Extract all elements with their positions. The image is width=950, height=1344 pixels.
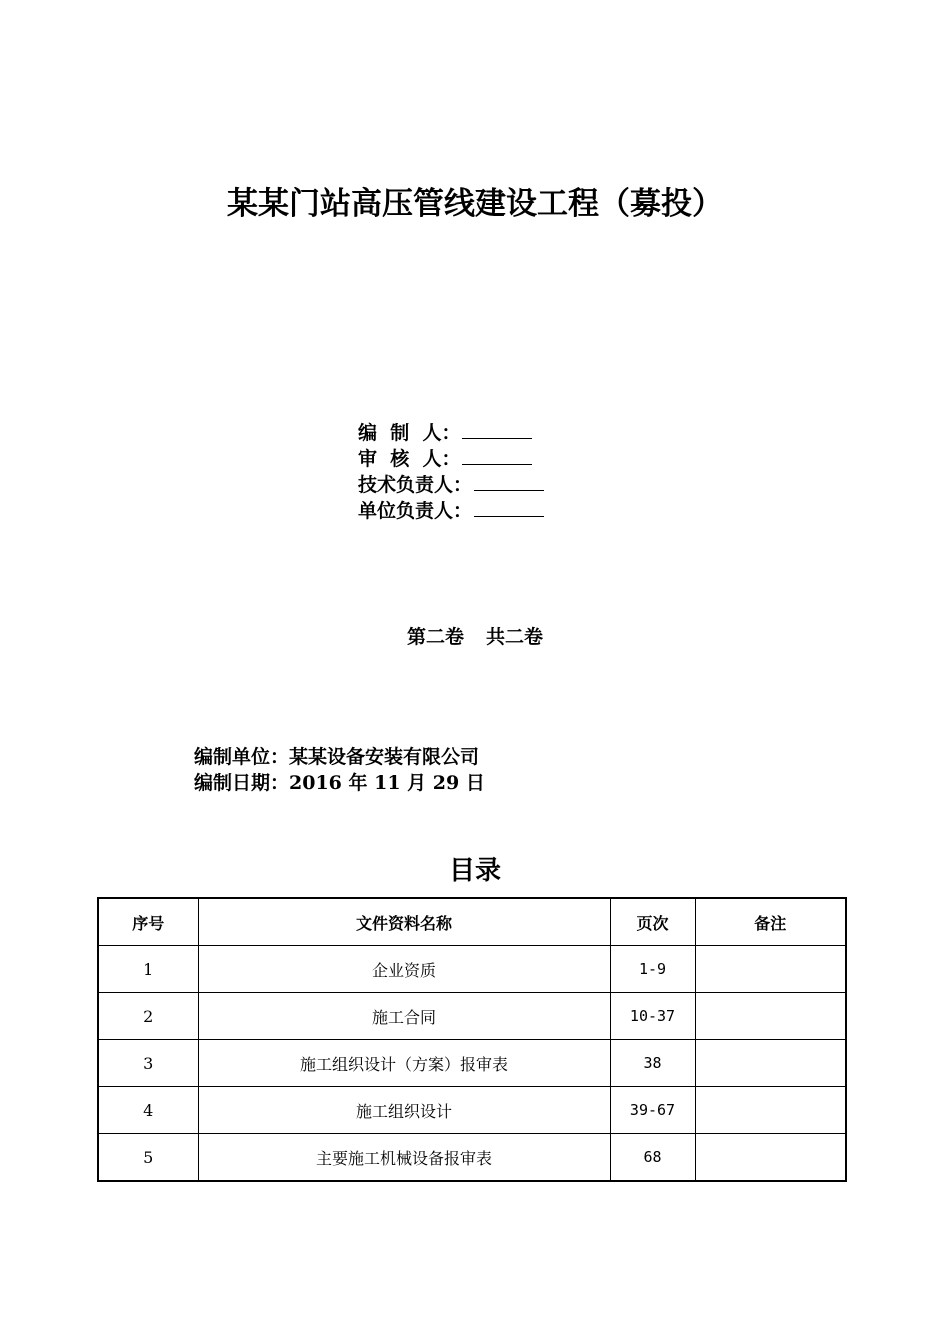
toc-header-row bbox=[98, 898, 846, 946]
signature-block bbox=[358, 420, 658, 524]
toc-header-pages: 页次 bbox=[610, 898, 695, 946]
compile-info bbox=[194, 744, 485, 796]
toc-cell-no: 2 bbox=[98, 993, 198, 1040]
table-row bbox=[98, 1087, 846, 1134]
table-row bbox=[98, 1134, 846, 1182]
document-title: 某某门站高压管线建设工程（募投） bbox=[227, 186, 723, 222]
toc-cell-remark bbox=[695, 946, 846, 993]
toc-cell-pages: 39-67 bbox=[610, 1087, 695, 1134]
signature-row-unit-lead bbox=[358, 498, 658, 524]
signature-line bbox=[474, 472, 544, 491]
signature-line bbox=[462, 446, 532, 465]
signature-row-reviewer bbox=[358, 446, 658, 472]
toc-cell-remark bbox=[695, 993, 846, 1040]
toc-cell-no: 5 bbox=[98, 1134, 198, 1182]
toc-header-no: 序号 bbox=[98, 898, 198, 946]
toc-cell-pages: 68 bbox=[610, 1134, 695, 1182]
compile-date: 编制日期：2016 年 11 月 29 日 bbox=[194, 772, 485, 794]
toc-cell-remark bbox=[695, 1040, 846, 1087]
toc-cell-remark bbox=[695, 1087, 846, 1134]
volume-total: 共二卷 bbox=[486, 626, 544, 648]
toc-cell-pages: 1-9 bbox=[610, 946, 695, 993]
volume-current: 第二卷 bbox=[406, 626, 464, 648]
signature-label: 审 核 人： bbox=[358, 448, 461, 470]
signature-label: 技术负责人： bbox=[358, 474, 473, 496]
toc-header-name: 文件资料名称 bbox=[198, 898, 610, 946]
signature-line bbox=[462, 420, 532, 439]
signature-row-compiler bbox=[358, 420, 658, 446]
toc-cell-name: 施工组织设计 bbox=[198, 1087, 610, 1134]
toc-cell-no: 3 bbox=[98, 1040, 198, 1087]
toc-cell-pages: 38 bbox=[610, 1040, 695, 1087]
table-row bbox=[98, 993, 846, 1040]
toc-cell-name: 施工合同 bbox=[198, 993, 610, 1040]
toc-cell-no: 4 bbox=[98, 1087, 198, 1134]
signature-label: 单位负责人： bbox=[358, 500, 473, 522]
toc-cell-name: 企业资质 bbox=[198, 946, 610, 993]
signature-row-tech-lead bbox=[358, 472, 658, 498]
table-row bbox=[98, 1040, 846, 1087]
toc-cell-name: 主要施工机械设备报审表 bbox=[198, 1134, 610, 1182]
signature-label: 编 制 人： bbox=[358, 422, 461, 444]
toc-header-remark: 备注 bbox=[695, 898, 846, 946]
toc-cell-remark bbox=[695, 1134, 846, 1182]
toc-cell-name: 施工组织设计（方案）报审表 bbox=[198, 1040, 610, 1087]
signature-line bbox=[474, 498, 544, 517]
toc-cell-no: 1 bbox=[98, 946, 198, 993]
volume-info bbox=[0, 622, 950, 649]
toc-title: 目录 bbox=[448, 856, 501, 886]
toc-cell-pages: 10-37 bbox=[610, 993, 695, 1040]
toc-table bbox=[97, 897, 847, 1182]
compile-unit: 编制单位：某某设备安装有限公司 bbox=[194, 746, 480, 768]
table-row bbox=[98, 946, 846, 993]
